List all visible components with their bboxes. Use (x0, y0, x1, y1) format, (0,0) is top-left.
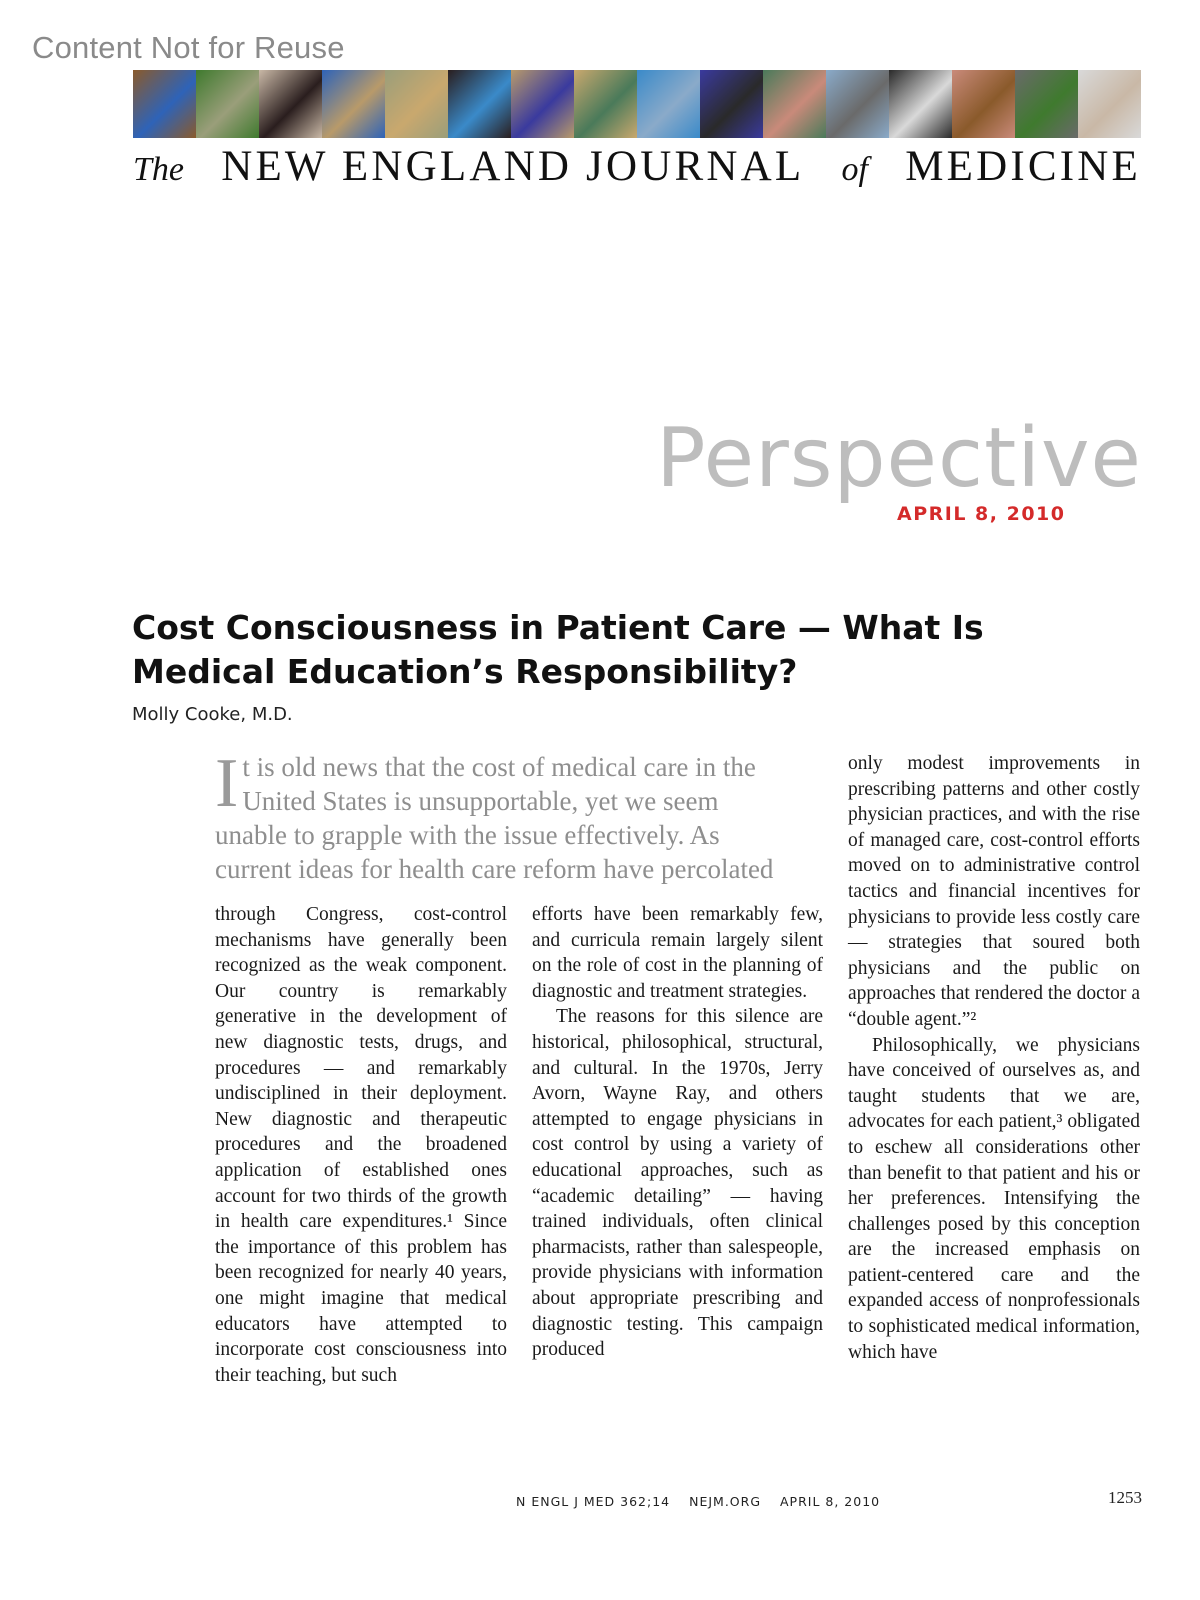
body-column-2 (532, 902, 823, 1363)
footer-date: APRIL 8, 2010 (780, 1494, 881, 1509)
journal-masthead (133, 142, 1141, 198)
banner-image-tile (1078, 70, 1141, 138)
banner-image-tile (385, 70, 448, 138)
footer-journal: N ENGL J MED 362;14 (516, 1494, 671, 1509)
body-column-3 (848, 751, 1140, 1365)
banner-image-tile (448, 70, 511, 138)
masthead-name: NEW ENGLAND JOURNAL (221, 143, 805, 190)
drop-cap: I (215, 745, 239, 822)
masthead-image-banner (133, 70, 1141, 138)
article-author: Molly Cooke, M.D. (132, 704, 293, 725)
paragraph: through Congress, cost-control mechanisms have generally been recognized as the weak component. Our country is remarkably generative in the development of new diagnostic tests, drugs, and procedures — and remarkably undisciplined in their deployment. New diagnostic and therapeutic procedures and the broadened application of established ones account for two thirds of the growth in health care expenditures.¹ Since the importance of this problem has been recognized for nearly 40 years, one might imagine that medical educators have attempted to incorporate cost consciousness into their teaching, but such (215, 904, 507, 1386)
banner-image-tile (259, 70, 322, 138)
section-heading: Perspective (656, 411, 1142, 506)
banner-image-tile (574, 70, 637, 138)
banner-image-tile (133, 70, 196, 138)
banner-image-tile (826, 70, 889, 138)
paragraph: The reasons for this silence are historical, philosophical, structural, and cultural. In the 1970s, Jerry Avorn, Wayne Ray, and others attempted to engage physicians in cost control by using a variety of educational approaches, such as “academic detailing” — having trained individuals, often clinical pharmacists, rather than salespeople, provide physicians with information about appropriate prescribing and diagnostic testing. This campaign produced (532, 1006, 823, 1361)
body-column-1 (215, 902, 507, 1388)
banner-image-tile (889, 70, 952, 138)
masthead-medicine: MEDICINE (905, 143, 1141, 190)
citation-line (516, 1494, 894, 1509)
banner-image-tile (763, 70, 826, 138)
banner-image-tile (322, 70, 385, 138)
masthead-the: The (133, 151, 184, 188)
banner-image-tile (196, 70, 259, 138)
banner-image-tile (1015, 70, 1078, 138)
page-footer (0, 1488, 1200, 1512)
section-date: APRIL 8, 2010 (897, 503, 1066, 525)
watermark: Content Not for Reuse (32, 30, 345, 65)
banner-image-tile (700, 70, 763, 138)
article-title: Cost Consciousness in Patient Care — What Is Medical Education’s Responsibility? (132, 608, 984, 691)
footer-site: NEJM.ORG (689, 1494, 762, 1509)
masthead-of: of (841, 151, 868, 188)
page-number: 1253 (1108, 1488, 1142, 1507)
lede-paragraph (215, 745, 791, 886)
paragraph: only modest improvements in prescribing patterns and other costly physician practices, and with the rise of managed care, cost-control efforts moved on to administrative control tactics and financial incentives for physicians to provide less costly care — strategies that soured both physicians and the public on approaches that rendered the doctor a “double agent.”² (848, 753, 1140, 1030)
banner-image-tile (637, 70, 700, 138)
lede-text: t is old news that the cost of medical care in the United States is unsupportable, yet we seem unable to grapple with the issue effectively. As current ideas for health care reform have percolated (215, 752, 774, 884)
banner-image-tile (952, 70, 1015, 138)
paragraph: efforts have been remarkably few, and curricula remain largely silent on the role of cost in the planning of diagnostic and treatment strategies. (532, 904, 823, 1002)
banner-image-tile (511, 70, 574, 138)
paragraph: Philosophically, we physicians have conceived of ourselves as, and taught students that we are, advocates for each patient,³ obligated to eschew all considerations other than benefit to that patient and his or her preferences. Intensifying the challenges posed by this conception are the increased emphasis on patient-centered care and the expanded access of nonprofessionals to sophisticated medical information, which have (848, 1034, 1140, 1363)
